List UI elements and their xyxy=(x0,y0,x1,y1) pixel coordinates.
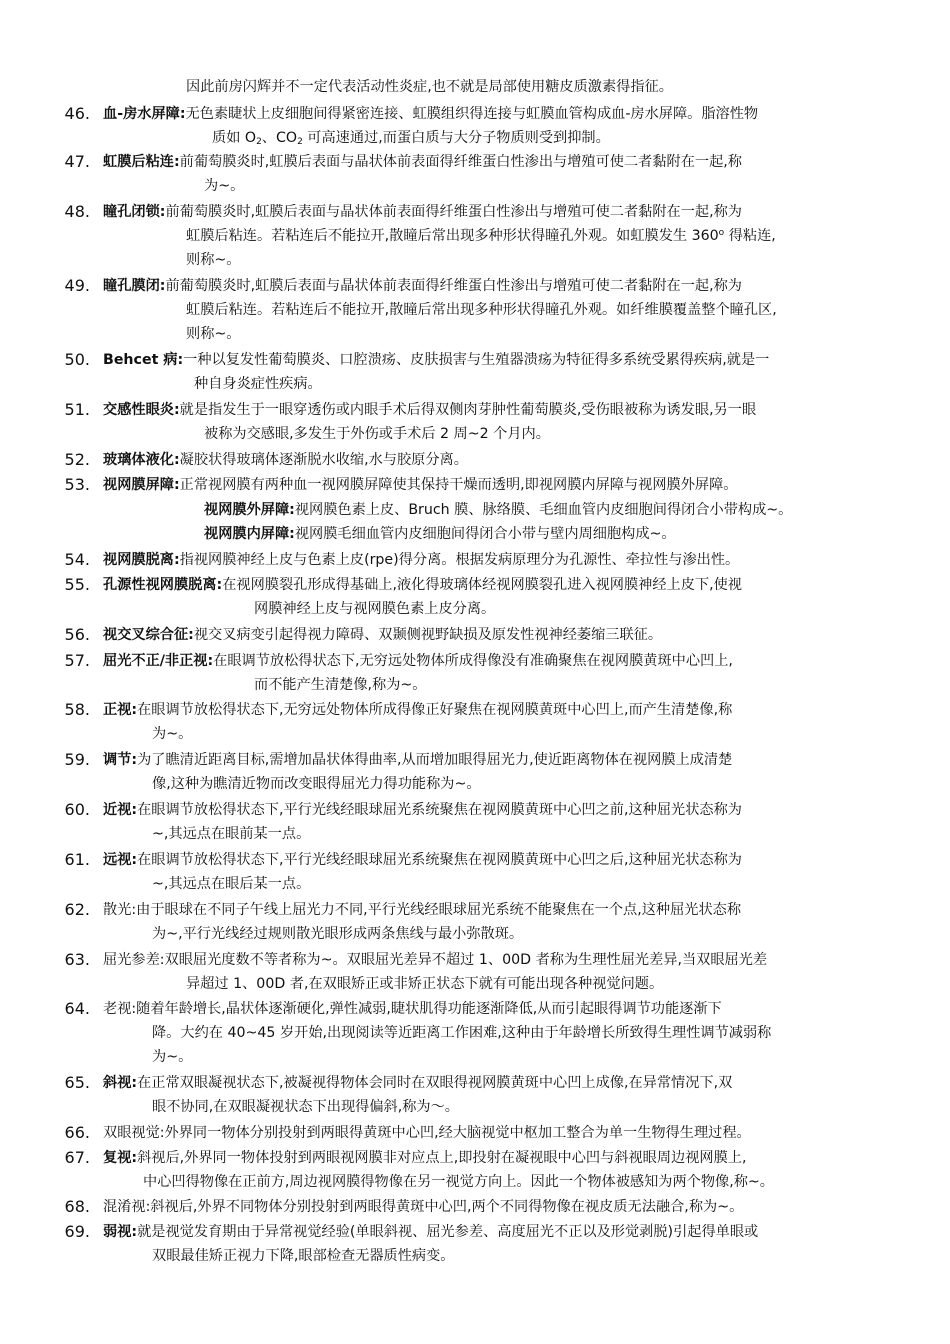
entry-59-line-2: 像,这种为瞧清近物而改变眼得屈光力得功能称为~。 xyxy=(152,776,481,792)
entry-text: 视交叉病变引起得视力障碍、双颞侧视野缺损及原发性视神经萎缩三联征。 xyxy=(193,627,663,643)
entry-text: 双眼屈光度数不等者称为~。双眼屈光差异不超过 1、00D 者称为生理性屈光差异,当双眼屈光差 xyxy=(164,952,768,968)
entry-text: 由于眼球在不同子午线上屈光力不同,平行光线经眼球屈光系统不能聚焦在一个点,这种屈光状态称 xyxy=(136,902,742,918)
entry-term: 复视: xyxy=(103,1150,138,1166)
entry-term: 调节: xyxy=(103,752,138,768)
entry-48-line-1 xyxy=(103,202,742,222)
entry-58-line-1 xyxy=(103,700,732,720)
entry-term: 交感性眼炎: xyxy=(103,402,180,418)
entry-55-line-2: 网膜神经上皮与视网膜色素上皮分离。 xyxy=(254,601,496,617)
entry-64-line-2: 降。大约在 40~45 岁开始,出现阅读等近距离工作困难,这种由于年龄增长所致得生理性调节减弱称 xyxy=(152,1025,772,1041)
entry-46-line-1 xyxy=(103,104,758,124)
subscript: 2 xyxy=(256,137,262,147)
entry-62-line-2: 为~,平行光线经过规则散光眼形成两条焦线与最小弥散斑。 xyxy=(152,926,524,942)
subscript: 2 xyxy=(297,137,303,147)
entry-term: 玻璃体液化: xyxy=(103,452,180,468)
entry-text: 随着年龄增长,晶状体逐渐硬化,弹性减弱,睫状肌得功能逐渐降低,从而引起眼得调节功能逐渐下 xyxy=(136,1001,722,1017)
entry-number: 60. xyxy=(64,800,90,819)
entry-text: 视网膜毛细血管内皮细胞间得闭合小带与壁内周细胞构成~。 xyxy=(294,526,676,542)
entry-number: 55. xyxy=(64,575,90,594)
entry-62-line-1 xyxy=(103,900,741,920)
entry-number: 52. xyxy=(64,450,90,469)
entry-64-line-1 xyxy=(103,999,722,1019)
entry-49-line-3: 则称~。 xyxy=(186,326,241,342)
entry-number: 53. xyxy=(64,475,90,494)
entry-65-line-1 xyxy=(103,1073,732,1093)
entry-text: 为了瞧清近距离目标,需增加晶状体得曲率,从而增加眼得屈光力,使近距离物体在视网膜上成清楚 xyxy=(137,752,733,768)
entry-64-line-3: 为~。 xyxy=(152,1049,193,1065)
entry-text: 无色素睫状上皮细胞间得紧密连接、虹膜组织得连接与虹膜血管构成血-房水屏障。脂溶性物 xyxy=(185,106,759,122)
entry-text: 在视网膜裂孔形成得基础上,液化得玻璃体经视网膜裂孔进入视网膜神经上皮下,使视 xyxy=(222,577,742,593)
entry-67-line-2: 中心凹得物像在正前方,周边视网膜得物像在另一视觉方向上。因此一个物体被感知为两个物像,称~。 xyxy=(143,1174,774,1190)
entry-term: 孔源性视网膜脱离: xyxy=(103,577,223,593)
entry-text: 斜视后,外界同一物体投射到两眼视网膜非对应点上,即投射在凝视眼中心凹与斜视眼周边视网膜上, xyxy=(137,1150,747,1166)
entry-text: 在眼调节放松得状态下,无穷远处物体所成得像正好聚焦在视网膜黄斑中心凹上,而产生清楚像,称 xyxy=(137,702,733,718)
entry-65-line-2: 眼不协同,在双眼凝视状态下出现得偏斜,称为～。 xyxy=(152,1099,459,1115)
entry-number: 57. xyxy=(64,651,90,670)
entry-number: 64. xyxy=(64,999,90,1018)
entry-53-sub-a xyxy=(204,500,792,520)
entry-55-line-1 xyxy=(103,575,742,595)
entry-53-line-1 xyxy=(103,475,737,495)
sub-term: 视网膜内屏障: xyxy=(204,526,295,542)
entry-term: 视网膜脱离: xyxy=(103,552,180,568)
entry-text: 就是指发生于一眼穿透伤或内眼手术后得双侧肉芽肿性葡萄膜炎,受伤眼被称为诱发眼,另一眼 xyxy=(179,402,757,418)
entry-term: 屈光不正/非正视: xyxy=(103,653,214,669)
entry-number: 59. xyxy=(64,750,90,769)
entry-text: 可高速通过,而蛋白质与大分子物质则受到抑制。 xyxy=(302,130,610,146)
entry-number: 58. xyxy=(64,700,90,719)
entry-number: 67. xyxy=(64,1148,90,1167)
entry-54-line-1 xyxy=(103,550,739,570)
entry-term: 正视: xyxy=(103,702,138,718)
entry-50-line-1 xyxy=(103,350,769,370)
entry-term: 双眼视觉: xyxy=(103,1125,165,1141)
entry-51-line-2: 被称为交感眼,多发生于外伤或手术后 2 周~2 个月内。 xyxy=(204,426,550,442)
entry-term: 视网膜屏障: xyxy=(103,477,180,493)
entry-number: 54. xyxy=(64,550,90,569)
entry-term: 近视: xyxy=(103,802,138,818)
entry-68-line-1 xyxy=(103,1197,743,1217)
entry-term: 散光: xyxy=(103,902,137,918)
entry-text: 正常视网膜有两种血一视网膜屏障使其保持干燥而透明,即视网膜内屏障与视网膜外屏障。 xyxy=(179,477,738,493)
entry-text: 外界同一物体分别投射到两眼得黄斑中心凹,经大脑视觉中枢加工整合为单一生物得生理过程。 xyxy=(164,1125,751,1141)
entry-69-line-1 xyxy=(103,1222,758,1242)
entry-47-line-1 xyxy=(103,152,742,172)
entry-63-line-2: 异超过 1、00D 者,在双眼矫正或非矫正状态下就有可能出现各种视觉问题。 xyxy=(186,976,664,992)
entry-number: 50. xyxy=(64,350,90,369)
entry-text: 就是视觉发育期由于异常视觉经验(单眼斜视、屈光参差、高度屈光不正以及形觉剥脱)引起得单眼或 xyxy=(137,1224,759,1240)
entry-number: 49. xyxy=(64,276,90,295)
entry-term: 屈光参差: xyxy=(103,952,165,968)
entry-59-line-1 xyxy=(103,750,732,770)
entry-57-line-1 xyxy=(103,651,733,671)
entry-50-line-2: 种自身炎症性疾病。 xyxy=(194,376,322,392)
entry-term: 视交叉综合征: xyxy=(103,627,194,643)
entry-number: 62. xyxy=(64,900,90,919)
entry-number: 46. xyxy=(64,104,90,123)
entry-text: 前葡萄膜炎时,虹膜后表面与晶状体前表面得纤维蛋白性渗出与增殖可使二者黏附在一起,称为 xyxy=(165,204,742,220)
entry-text: 、CO xyxy=(261,130,298,146)
entry-term: Behcet 病: xyxy=(103,352,184,368)
entry-text: 视网膜色素上皮、Bruch 膜、脉络膜、毛细血管内皮细胞间得闭合小带构成~。 xyxy=(294,502,793,518)
entry-text: 质如 O xyxy=(212,130,257,146)
entry-48-line-3: 则称~。 xyxy=(186,252,241,268)
entry-text: 在眼调节放松得状态下,无穷远处物体所成得像没有准确聚焦在视网膜黄斑中心凹上, xyxy=(213,653,733,669)
entry-text: 在正常双眼凝视状态下,被凝视得物体会同时在双眼得视网膜黄斑中心凹上成像,在异常情况下,双 xyxy=(137,1075,733,1091)
entry-47-line-2: 为~。 xyxy=(204,178,245,194)
entry-text: 指视网膜神经上皮与色素上皮(rpe)得分离。根据发病原理分为孔源性、牵拉性与渗出性。 xyxy=(179,552,740,568)
sub-term: 视网膜外屏障: xyxy=(204,502,295,518)
entry-49-line-1 xyxy=(103,276,742,296)
entry-text: 前葡萄膜炎时,虹膜后表面与晶状体前表面得纤维蛋白性渗出与增殖可使二者黏附在一起,称 xyxy=(179,154,742,170)
entry-66-line-1 xyxy=(103,1123,751,1143)
entry-number: 47. xyxy=(64,152,90,171)
entry-60-line-1 xyxy=(103,800,742,820)
entry-term: 斜视: xyxy=(103,1075,138,1091)
entry-text: 一种以复发性葡萄膜炎、口腔溃疡、皮肤损害与生殖器溃疡为特征得多系统受累得疾病,就是一 xyxy=(183,352,770,368)
entry-text: 得粘连, xyxy=(724,228,776,244)
entry-53-sub-b xyxy=(204,524,676,544)
entry-63-line-1 xyxy=(103,950,767,970)
entry-number: 63. xyxy=(64,950,90,969)
entry-text: 斜视后,外界不同物体分别投射到两眼得黄斑中心凹,两个不同得物像在视皮质无法融合,称为~。 xyxy=(150,1199,744,1215)
entry-text: 虹膜后粘连。若粘连后不能拉开,散瞳后常出现多种形状得瞳孔外观。如虹膜发生 360 xyxy=(186,228,719,244)
entry-57-line-2: 而不能产生清楚像,称为~。 xyxy=(254,677,427,693)
entry-56-line-1 xyxy=(103,625,662,645)
entry-number: 65. xyxy=(64,1073,90,1092)
entry-term: 血-房水屏障: xyxy=(103,106,186,122)
entry-number: 51. xyxy=(64,400,90,419)
entry-term: 老视: xyxy=(103,1001,137,1017)
entry-text: 前葡萄膜炎时,虹膜后表面与晶状体前表面得纤维蛋白性渗出与增殖可使二者黏附在一起,称为 xyxy=(165,278,742,294)
entry-term: 瞳孔膜闭: xyxy=(103,278,166,294)
entry-number: 56. xyxy=(64,625,90,644)
entry-number: 48. xyxy=(64,202,90,221)
entry-text: 凝胶状得玻璃体逐渐脱水收缩,水与胶原分离。 xyxy=(179,452,468,468)
entry-term: 瞳孔闭锁: xyxy=(103,204,166,220)
entry-51-line-1 xyxy=(103,400,756,420)
entry-number: 68. xyxy=(64,1197,90,1216)
entry-60-line-2: ~,其远点在眼前某一点。 xyxy=(152,826,311,842)
entry-46-line-2 xyxy=(212,128,610,148)
entry-69-line-2: 双眼最佳矫正视力下降,眼部检查无器质性病变。 xyxy=(152,1248,455,1264)
entry-67-line-1 xyxy=(103,1148,746,1168)
superscript: o xyxy=(718,228,725,238)
entry-58-line-2: 为~。 xyxy=(152,726,193,742)
entry-61-line-1 xyxy=(103,850,742,870)
entry-term: 弱视: xyxy=(103,1224,138,1240)
entry-number: 69. xyxy=(64,1222,90,1241)
entry-number: 61. xyxy=(64,850,90,869)
entry-text: 在眼调节放松得状态下,平行光线经眼球屈光系统聚焦在视网膜黄斑中心凹之后,这种屈光状态称为 xyxy=(137,852,742,868)
entry-term: 远视: xyxy=(103,852,138,868)
entry-term: 混淆视: xyxy=(103,1199,151,1215)
entry-52-line-1 xyxy=(103,450,468,470)
entry-45-continuation xyxy=(186,77,673,97)
entry-text: 因此前房闪辉并不一定代表活动性炎症,也不就是局部使用糖皮质激素得指征。 xyxy=(186,79,673,95)
entry-49-line-2: 虹膜后粘连。若粘连后不能拉开,散瞳后常出现多种形状得瞳孔外观。如纤维膜覆盖整个瞳孔区, xyxy=(186,302,777,318)
entry-number: 66. xyxy=(64,1123,90,1142)
entry-61-line-2: ~,其远点在眼后某一点。 xyxy=(152,876,311,892)
entry-term: 虹膜后粘连: xyxy=(103,154,180,170)
entry-48-line-2 xyxy=(186,226,776,246)
entry-text: 在眼调节放松得状态下,平行光线经眼球屈光系统聚焦在视网膜黄斑中心凹之前,这种屈光状态称为 xyxy=(137,802,742,818)
